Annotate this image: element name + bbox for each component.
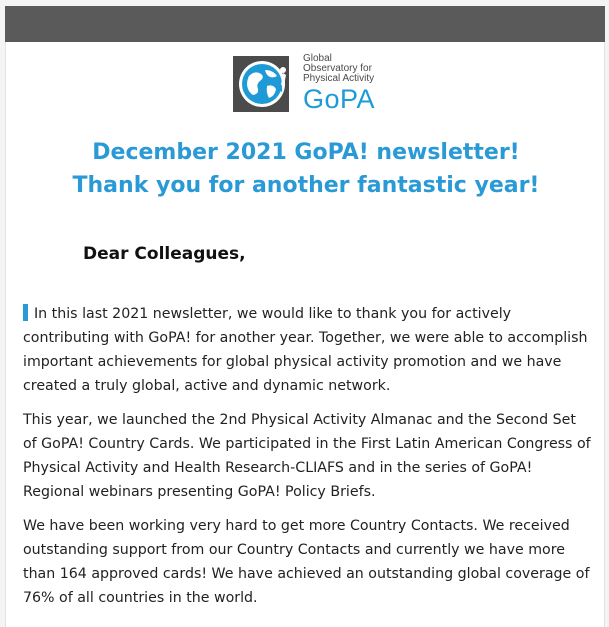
headline-line1: December 2021 GoPA! newsletter! [92, 140, 520, 165]
text-cursor-marker [23, 304, 28, 321]
logo-tagline-line1: Global [303, 53, 332, 64]
paragraph: This year, we launched the 2nd Physical Activity Almanac and the Second Set of GoPA! Country Cards. We participated in the First Latin American Congress of Physical Activity and Health Research-CLIAFS and in the series of GoPA! Regional webinars presenting GoPA! Policy Briefs. [23, 412, 591, 500]
paragraph-text: In this last 2021 newsletter, we would like to thank you for actively contributing with GoPA! for another year. Together, we were able to accomplish important achievements for global physical activity promotion and we have created a truly global, active and dynamic network. [23, 306, 588, 394]
logo-tagline-line2: Observatory for [303, 63, 372, 74]
logo-tagline-line3: Physical Activity [303, 73, 375, 84]
newsletter-body [5, 42, 605, 627]
paragraph [23, 302, 593, 398]
headline-line2: Thank you for another fantastic year! [72, 173, 540, 198]
greeting: Dear Colleagues, [83, 244, 246, 264]
logo-tagline [303, 54, 393, 84]
newsletter-headline [6, 136, 606, 202]
globe-logo-icon [231, 52, 297, 116]
gopa-logo [231, 52, 391, 116]
paragraph: We have been working very hard to get more Country Contacts. We received outstanding support from our Country Contacts and currently we have more than 164 approved cards! We have achieved an outstanding global coverage of 76% of all countries in the world. [23, 518, 590, 606]
email-header-bar [5, 6, 605, 42]
logo-brand: GoPA [303, 84, 376, 114]
newsletter-text [23, 302, 593, 620]
